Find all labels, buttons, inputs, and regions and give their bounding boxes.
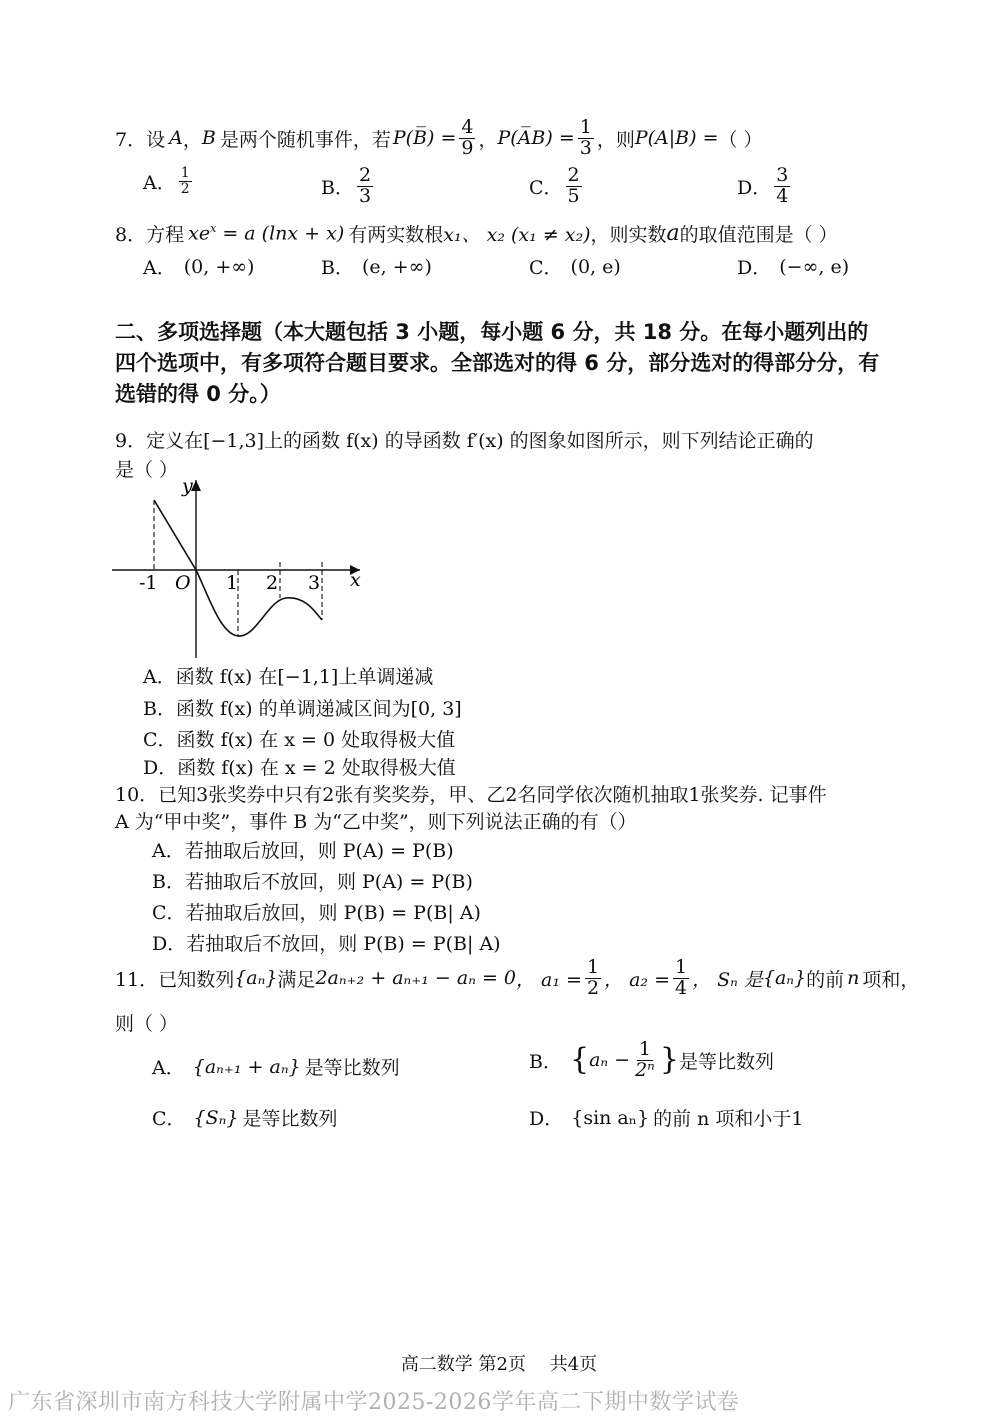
q11-sn: ， Sₙ 是 [692,968,763,991]
option-text: 函数 f(x) 的单调递减区间为[0, 3] [175,698,462,720]
q11-recurrence: 2aₙ₊₂ + aₙ₊₁ − aₙ = 0 [315,967,516,990]
option-value: (0, +∞) [183,255,255,278]
q7-stem [115,118,763,159]
q11-a2: ， a₂ = [604,968,670,991]
q8-option-b [321,253,432,280]
option-fraction: $\frac{1}{\text{2ⁿ}}$ [635,1038,655,1081]
q9-derivative-graph [108,474,368,664]
q7-prob-abarb: P(A̅B) = [497,127,575,150]
option-fraction: $\frac{1}{2}$ [180,165,190,197]
q11-option-d [529,1104,803,1131]
q8-equation: $xe^x = a$ (lnx + x) [188,222,345,245]
q8-roots: x₁、 x₂ (x₁ ≠ x₂) [443,224,591,246]
option-fraction: $\frac{3}{4}$ [776,164,789,207]
q11-number: 11． [115,968,159,991]
option-label: B． [143,698,176,720]
option-text: 若抽取后放回，则 P(B) = P(B| A) [185,902,481,924]
option-text: 若抽取后放回，则 P(A) = P(B) [184,840,454,862]
q7-number: 7． [115,128,147,151]
q11-text: 已知数列 [158,968,235,991]
option-value: (e, +∞) [361,255,432,278]
option-label: C． [529,257,563,279]
q7-text: 设 [146,128,166,151]
q11-option-a [152,1053,400,1080]
q11-stem [115,958,919,999]
q7-var-a: A [169,127,183,150]
q11-stem-line2: 则（ ） [115,1013,179,1035]
option-text: 是等比数列 [304,1057,400,1079]
q10-stem-line2: A 为“甲中奖”，事件 B 为“乙中奖”，则下列说法正确的有（） [115,811,637,833]
option-label: B． [321,257,354,279]
q8-var-a: a [666,221,680,246]
option-label: A． [143,171,176,194]
q10-option-b [152,867,473,894]
q11-text-3: 的前 [806,968,845,991]
watermark-text: 广东省深圳市南方科技大学附属中学2025-2026学年高二下期中数学试卷 [8,1390,740,1415]
option-math: aₙ − [589,1049,631,1072]
q9-option-c [143,725,455,752]
option-text: 是等比数列 [242,1108,338,1130]
q7-text-3: ，则 [596,128,635,151]
option-text: 函数 f(x) 在 x = 0 处取得极大值 [176,729,456,751]
option-label: A． [152,1057,185,1079]
q11-text-4: 项和， [862,968,920,991]
q7-option-c [529,166,585,207]
q9-stem-line1: 9．定义在[−1,3]上的函数 f(x) 的导函数 f′(x) 的图象如图所示，则下列结论正确的 [115,430,814,452]
q9-stem-line2: 是（ ） [115,459,179,481]
option-label: C． [529,176,563,199]
option-label: C． [152,1108,186,1130]
q11-sequence: {aₙ} [234,967,278,990]
q7-comma: ， [182,128,202,151]
option-math: {sin aₙ} [571,1106,650,1129]
q10-stem-line1: 10．已知3张奖券中只有2张有奖奖券，甲、乙2名同学依次随机抽取1张奖券. 记事件 [115,784,827,806]
derivative-curve [154,500,322,636]
q7-answer-paren: （ ） [718,128,763,151]
q11-option-b [529,1040,774,1081]
option-text: 函数 f(x) 在[−1,1]上单调递减 [175,666,434,688]
option-fraction: $\frac{2}{3}$ [358,164,372,207]
q11-frac-1-2: $\frac{1}{2}$ [586,956,600,999]
option-text: 是等比数列 [678,1050,774,1073]
q7-option-d [737,166,793,207]
option-label: C． [143,729,177,751]
q8-option-a [143,253,254,280]
q7-comma-2: ， [478,128,498,151]
q10-option-a [152,836,454,863]
option-label: A． [143,666,176,688]
tick-label: 2 [266,572,279,594]
page-footer: 高二数学 第2页 共4页 [400,1354,598,1375]
left-brace: { [569,1042,590,1078]
q8-option-d [737,253,849,280]
option-fraction: $\frac{2}{5}$ [567,164,580,207]
option-label: D． [737,257,772,279]
q11-sequence-2: {aₙ} [762,967,807,990]
option-label: B． [152,871,185,893]
option-text: 若抽取后不放回，则 P(A) = P(B) [184,871,473,893]
option-text: 函数 f(x) 在 x = 2 处取得极大值 [177,757,456,779]
option-label: D． [529,1108,564,1130]
option-label: C． [152,902,186,924]
q10-option-c [152,898,481,925]
option-label: D． [143,757,178,779]
option-label: B． [529,1050,562,1073]
q8-text-3: ，则实数 [590,224,667,246]
q8-text-2: 有两实数根 [348,224,444,246]
option-text: 的前 n 项和小于1 [653,1108,804,1130]
right-brace: } [659,1042,679,1078]
q11-var-n: n [847,967,860,990]
q7-text-2: 是两个随机事件，若 [219,128,391,151]
q9-option-a [143,662,433,689]
q8-option-c [529,253,621,280]
q7-option-a [143,166,195,196]
option-label: A． [143,257,176,279]
q7-prob-cond: P(A|B) = [634,127,719,150]
q11-text-2: 满足 [277,968,316,991]
tick-label: 3 [308,572,321,594]
option-value: (0, e) [570,255,621,278]
q11-option-c [152,1104,337,1131]
q8-text-4: 的取值范围是（ ） [679,224,838,246]
q8-text: 方程 [146,224,185,246]
section-2-heading: 二、多项选择题（本大题包括 3 小题，每小题 6 分，共 18 分。在每小题列出的四个选项中，有多项符合题目要求。全部选对的得 6 分，部分选对的得部分分，有选错的得 0 分。） [115,320,880,406]
q7-option-b [321,166,376,207]
option-label: D． [152,933,187,955]
q10-option-d [152,929,501,956]
option-math: {aₙ₊₁ + aₙ} [192,1055,301,1078]
q9-option-d [143,753,456,780]
tick-label: 1 [226,572,239,594]
option-label: A． [152,840,185,862]
q11-frac-1-4: $\frac{1}{4}$ [675,956,688,999]
q11-a1: ， a₁ = [516,968,582,991]
q9-option-b [143,694,462,721]
q7-var-b: B [201,127,216,150]
option-value: (−∞, e) [779,255,850,278]
option-label: D． [737,176,772,199]
tick-label: -1 [139,572,158,594]
option-text: 若抽取后不放回，则 P(B) = P(B| A) [186,933,501,955]
x-label: x [350,569,361,591]
q8-stem [115,220,838,247]
q7-prob-bbar: P(B̅) = [392,127,457,150]
option-math: {Sₙ} [193,1106,239,1129]
y-label: y [182,475,193,497]
origin-label: O [175,572,191,594]
q7-frac-1-3: $\frac{1}{3}$ [579,116,592,159]
q7-frac-4-9: $\frac{4}{9}$ [461,116,474,159]
option-label: B． [321,176,354,199]
q8-number: 8． [115,224,147,246]
